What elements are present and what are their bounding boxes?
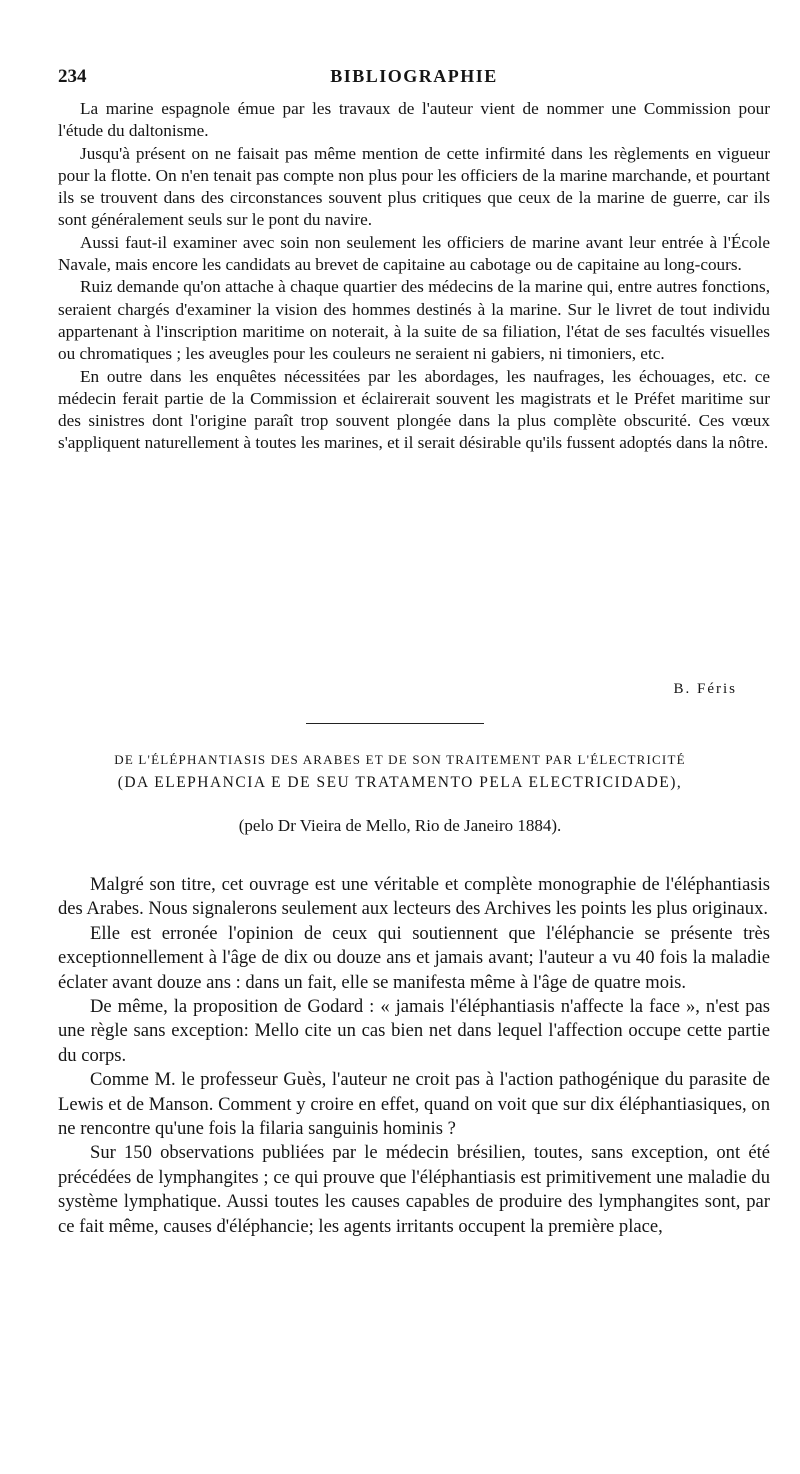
review-title-portuguese: (DA ELEPHANCIA E DE SEU TRATAMENTO PELA ELECTRICIDADE), bbox=[117, 774, 683, 791]
author-signature: B. Féris bbox=[673, 681, 737, 697]
section-divider bbox=[306, 723, 484, 724]
paragraph: De même, la proposition de Godard : « jamais l'éléphantiasis n'affecte la face », n'est pas une règle sans exception: Mello cite un cas bien net dans lequel l'affection occupe cette partie du corps. bbox=[58, 996, 770, 1066]
review-author-line: (pelo Dr Vieira de Mello, Rio de Janeiro 1884). bbox=[238, 816, 562, 835]
paragraph: Sur 150 observations publiées par le médecin brésilien, toutes, sans exception, ont été précédées de lymphangites ; ce qui prouve que l'éléphantiasis est primitivement une maladie du système lymphatique. Aussi toutes les causes capables de produire des lymphangites sont, par ce fait même, causes d'éléphancie; les agents irritants occupent la première place, bbox=[58, 1142, 770, 1237]
review-title-french: DE L'ÉLÉPHANTIASIS DES ARABES ET DE SON TRAITEMENT PAR L'ÉLECTRICITÉ bbox=[114, 752, 686, 767]
paragraph: Elle est erronée l'opinion de ceux qui soutiennent que l'éléphancie se présente très exceptionnellement à l'âge de dix ou douze ans et jamais avant; l'auteur a vu 40 fois la maladie éclater avant douze ans : dans un fait, elle se manifesta même à l'âge de quatre mois. bbox=[58, 922, 770, 993]
paragraph: Aussi faut-il examiner avec soin non seulement les officiers de marine avant leur entrée à l'École Navale, mais encore les candidats au brevet de capitaine au cabotage ou de capitaine au long-cours. bbox=[58, 232, 770, 275]
paragraph: La marine espagnole émue par les travaux de l'auteur vient de nommer une Commission pour l'étude du daltonisme. bbox=[58, 99, 770, 141]
review-marine-daltonisme bbox=[58, 98, 770, 455]
page-number: 234 bbox=[58, 66, 87, 87]
page-header bbox=[58, 66, 770, 90]
paragraph: Jusqu'à présent on ne faisait pas même mention de cette infirmité dans les règlements en vigueur pour la flotte. On n'en tenait pas compte non plus pour les officiers de la marine marchande, et pourtant ils se trouvent dans des circonstances souvent plus critiques que ceux de la marine de guerre, car ils sont généralement seuls sur le pont du navire. bbox=[58, 143, 770, 230]
paragraph: En outre dans les enquêtes nécessitées par les abordages, les naufrages, les échouages, etc. ce médecin ferait partie de la Commission et éclairerait souvent les magistrats et le Préfet maritime sur des sinistres dont l'origine paraît trop souvent plongée dans la plus complète obscurité. Ces vœux s'appliquent naturellement à toutes les marines, et il serait désirable qu'ils fussent adoptés dans la nôtre. bbox=[58, 366, 770, 453]
running-title: BIBLIOGRAPHIE bbox=[330, 66, 498, 86]
paragraph: Ruiz demande qu'on attache à chaque quartier des médecins de la marine qui, entre autres fonctions, seraient chargés d'examiner la vision des hommes destinés à la marine. Sur le livret de tout individu appartenant à l'inscription maritime on noterait, à la suite de sa filiation, l'état de ses facultés visuelles ou chromatiques ; les aveugles pour les couleurs ne seraient ni gabiers, ni timoniers, etc. bbox=[58, 277, 770, 364]
review-elephantiasis bbox=[58, 873, 770, 1239]
paragraph: Malgré son titre, cet ouvrage est une véritable et complète monographie de l'éléphantiasis des Arabes. Nous signalerons seulement aux lecteurs des Archives les points les plus originaux. bbox=[58, 874, 770, 920]
paragraph: Comme M. le professeur Guès, l'auteur ne croit pas à l'action pathogénique du parasite de Lewis et de Manson. Comment y croire en effet, quand on voit que sur dix éléphantiasiques, on ne rencontre qu'une fois la filaria sanguinis hominis ? bbox=[58, 1069, 770, 1140]
